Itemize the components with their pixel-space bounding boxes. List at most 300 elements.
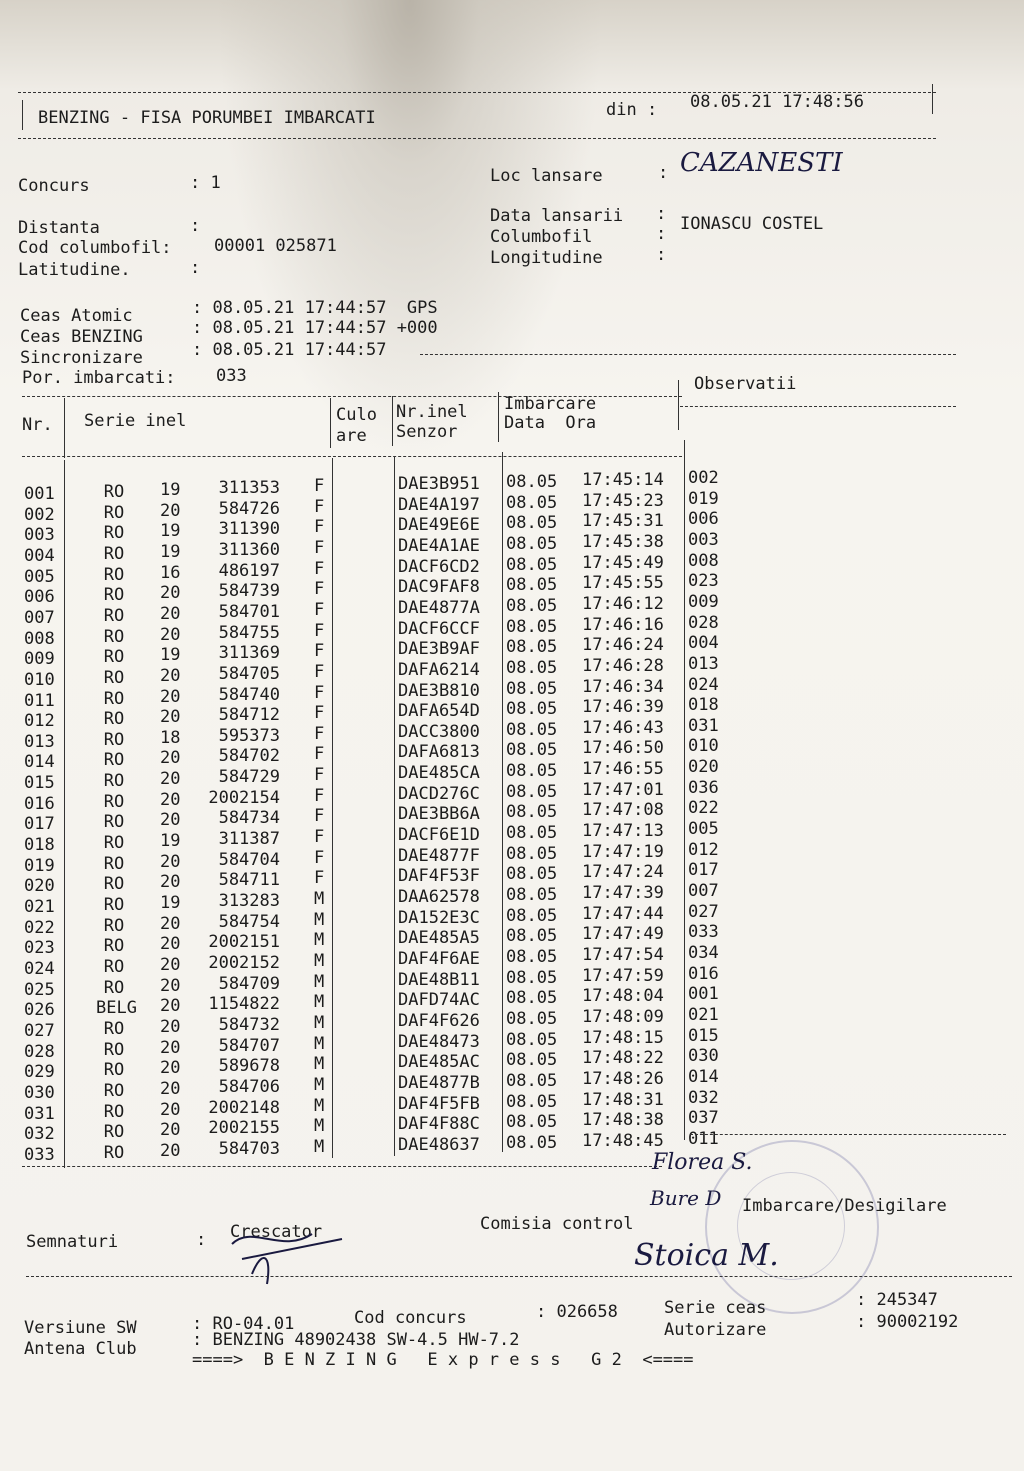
cell-ora: 17:48:31 [582, 1089, 664, 1110]
cell-ora: 17:47:01 [582, 779, 664, 800]
latitudine-value: : [190, 258, 201, 278]
cell-obs: 031 [688, 715, 719, 736]
cell-serie: 2002148 [208, 1097, 280, 1118]
cell-obs: 004 [688, 633, 719, 654]
cell-obs: 015 [688, 1025, 719, 1046]
cell-senzor: DAF4F53F [398, 866, 480, 887]
cell-sex: F [314, 537, 325, 558]
cell-tara: RO [103, 915, 125, 936]
cell-tara: RO [103, 750, 125, 771]
cell-an: 20 [160, 975, 181, 996]
cell-sex: M [314, 1054, 325, 1075]
cell-an: 20 [160, 913, 181, 934]
columbofil-colon: : [656, 224, 667, 244]
cell-data: 08.05 [506, 616, 558, 637]
cell-senzor: DAE49E6E [398, 515, 480, 536]
handwritten-name-2: Bure D [650, 1186, 722, 1210]
cell-obs: 019 [688, 488, 719, 509]
cell-serie: 2002155 [208, 1118, 280, 1139]
cell-nr: 007 [24, 607, 55, 628]
cell-data: 08.05 [506, 533, 558, 554]
cell-nr: 016 [24, 793, 55, 814]
cell-sex: M [314, 909, 325, 930]
cell-serie: 311387 [218, 829, 280, 850]
cell-sex: M [314, 1033, 325, 1054]
column-header-nr-inel: Nr.inel [396, 402, 468, 422]
cell-serie: 584732 [218, 1014, 280, 1035]
cell-sex: M [314, 971, 325, 992]
cell-obs: 036 [688, 777, 719, 798]
cell-an: 20 [160, 500, 181, 521]
cell-an: 20 [160, 810, 181, 831]
cell-ora: 17:47:59 [582, 965, 664, 986]
cell-ora: 17:48:09 [582, 1006, 664, 1027]
cell-nr: 005 [24, 566, 55, 587]
cell-ora: 17:46:43 [582, 717, 664, 738]
cell-nr: 001 [24, 484, 55, 504]
cell-data: 08.05 [506, 905, 558, 926]
cell-data: 08.05 [506, 823, 558, 844]
cell-senzor: DAE48B11 [398, 969, 480, 990]
antena-club-label: Antena Club [24, 1339, 137, 1359]
cell-senzor: DAFD74AC [398, 990, 480, 1011]
column-header-imbarcare: Imbarcare [504, 394, 597, 414]
cell-sex: M [314, 1136, 325, 1157]
cod-columbofil-label: Cod columbofil: [18, 238, 172, 258]
cell-obs: 030 [688, 1046, 719, 1067]
cell-sex: M [314, 1116, 325, 1137]
cell-nr: 027 [24, 1020, 55, 1041]
benzing-express-banner: ====> B E N Z I N G E x p r e s s G 2 <==== [192, 1350, 694, 1370]
column-header-senzor: Senzor [396, 422, 458, 442]
cell-ora: 17:45:55 [582, 573, 664, 594]
cell-tara: RO [103, 977, 125, 998]
cell-sex: F [314, 744, 325, 765]
cell-serie: 486197 [218, 560, 280, 581]
cell-an: 20 [160, 954, 181, 975]
cell-tara: RO [103, 647, 125, 668]
cell-ora: 17:47:13 [582, 821, 664, 842]
cell-serie: 311390 [218, 519, 280, 540]
cell-tara: RO [103, 543, 125, 564]
cell-nr: 019 [24, 855, 55, 876]
cell-nr: 025 [24, 979, 55, 1000]
cell-serie: 311360 [218, 539, 280, 560]
cell-tara: RO [103, 585, 125, 606]
cell-obs: 023 [688, 571, 719, 592]
cell-an: 19 [160, 521, 181, 542]
column-header-nr: Nr. [22, 415, 53, 435]
ceas-atomic-value: : 08.05.21 17:44:57 GPS [192, 298, 438, 318]
cell-ora: 17:47:44 [582, 903, 664, 924]
cell-ora: 17:48:38 [582, 1110, 664, 1131]
cell-data: 08.05 [506, 513, 558, 534]
cell-tara: RO [103, 564, 125, 585]
cell-sex: F [314, 785, 325, 806]
cell-ora: 17:45:49 [582, 552, 664, 573]
cell-serie: 311369 [218, 643, 280, 664]
cell-data: 08.05 [506, 575, 558, 596]
cell-sex: F [314, 703, 325, 724]
cell-ora: 17:48:04 [582, 986, 664, 1007]
cell-data: 08.05 [506, 719, 558, 740]
cell-senzor: DAC9FAF8 [398, 577, 480, 598]
cell-ora: 17:47:24 [582, 862, 664, 883]
cell-an: 20 [160, 1140, 181, 1161]
cell-tara: RO [103, 791, 125, 812]
cell-ora: 17:47:19 [582, 841, 664, 862]
cell-data: 08.05 [506, 740, 558, 761]
cell-data: 08.05 [506, 657, 558, 678]
cell-tara: RO [103, 812, 125, 833]
cell-tara: RO [103, 729, 125, 750]
cell-obs: 037 [688, 1108, 719, 1129]
cell-serie: 584702 [218, 746, 280, 767]
cell-sex: M [314, 1074, 325, 1095]
cell-tara: RO [103, 853, 125, 874]
cell-ora: 17:46:16 [582, 614, 664, 635]
cell-serie: 1154822 [208, 994, 280, 1015]
footer-top-rule [26, 1276, 1012, 1277]
cell-obs: 027 [688, 901, 719, 922]
cell-serie: 584701 [218, 601, 280, 622]
cell-nr: 003 [24, 525, 55, 546]
cell-data: 08.05 [506, 761, 558, 782]
cell-nr: 022 [24, 917, 55, 938]
serie-ceas-value: : 245347 [856, 1290, 938, 1310]
cell-an: 20 [160, 872, 181, 893]
cell-sex: F [314, 476, 325, 496]
cell-tara: RO [103, 771, 125, 792]
cell-tara: BELG [96, 998, 137, 1019]
cell-senzor: DACF6CD2 [398, 556, 480, 577]
cell-senzor: DAE3B951 [398, 474, 480, 494]
cell-senzor: DAF4F5FB [398, 1093, 480, 1114]
cell-nr: 018 [24, 835, 55, 856]
cell-data: 08.05 [506, 678, 558, 699]
cell-data: 08.05 [506, 926, 558, 947]
cell-nr: 030 [24, 1082, 55, 1103]
autorizare-value: : 90002192 [856, 1312, 959, 1332]
cell-ora: 17:46:24 [582, 635, 664, 656]
cell-data: 08.05 [506, 946, 558, 967]
cell-senzor: DAFA6214 [398, 659, 480, 680]
cell-nr: 010 [24, 669, 55, 690]
cell-data: 08.05 [506, 1091, 558, 1112]
cell-obs: 010 [688, 736, 719, 757]
cell-an: 20 [160, 934, 181, 955]
cell-nr: 008 [24, 628, 55, 649]
por-imbarcati-label: Por. imbarcati: [22, 368, 176, 388]
cell-an: 20 [160, 1058, 181, 1079]
cell-data: 08.05 [506, 1070, 558, 1091]
cell-senzor: DACF6CCF [398, 618, 480, 639]
cell-serie: 584706 [218, 1076, 280, 1097]
cell-senzor: DAE3BB6A [398, 804, 480, 825]
cell-serie: 584754 [218, 911, 280, 932]
sincronizare-label: Sincronizare [20, 348, 143, 368]
latitudine-label: Latitudine. [18, 260, 131, 280]
cell-sex: M [314, 1012, 325, 1033]
cell-an: 20 [160, 996, 181, 1017]
cell-an: 20 [160, 1037, 181, 1058]
cell-obs: 001 [688, 984, 719, 1005]
cell-tara: RO [103, 1018, 125, 1039]
din-label: din : [606, 100, 658, 120]
cell-nr: 033 [24, 1144, 55, 1165]
cell-obs: 006 [688, 509, 719, 530]
cell-tara: RO [103, 605, 125, 626]
cell-ora: 17:46:34 [582, 676, 664, 697]
ceas-atomic-label: Ceas Atomic [20, 306, 133, 326]
loc-lansare-colon: : [658, 163, 669, 183]
cell-tara: RO [103, 667, 125, 688]
cell-ora: 17:48:22 [582, 1048, 664, 1069]
cell-nr: 026 [24, 1000, 55, 1021]
cell-tara: RO [103, 1080, 125, 1101]
cell-serie: 584705 [218, 663, 280, 684]
cell-an: 20 [160, 686, 181, 707]
cell-ora: 17:45:14 [582, 470, 664, 490]
cell-obs: 007 [688, 881, 719, 901]
table-bottom-rule-obs [690, 1134, 1006, 1135]
cell-an: 20 [160, 624, 181, 645]
comisia-control-label: Comisia control [480, 1214, 634, 1234]
cell-nr: 023 [24, 938, 55, 959]
cell-obs: 020 [688, 757, 719, 778]
cell-sex: F [314, 641, 325, 662]
cell-obs: 034 [688, 942, 719, 963]
cell-ora: 17:46:39 [582, 697, 664, 718]
versiune-sw-label: Versiune SW [24, 1318, 137, 1338]
cell-senzor: DAE3B810 [398, 680, 480, 701]
cell-an: 20 [160, 1016, 181, 1037]
cell-obs: 002 [688, 468, 719, 488]
cell-an: 20 [160, 665, 181, 686]
cell-obs: 008 [688, 550, 719, 571]
column-header-culoare-2: are [336, 426, 367, 446]
cell-sex: F [314, 827, 325, 848]
cell-nr: 029 [24, 1062, 55, 1083]
cell-an: 20 [160, 1099, 181, 1120]
distanta-label: Distanta [18, 218, 100, 238]
cell-senzor: DAE48637 [398, 1134, 480, 1155]
cell-sex: F [314, 661, 325, 682]
cell-obs: 021 [688, 1004, 719, 1025]
cell-ora: 17:45:38 [582, 531, 664, 552]
cell-nr: 031 [24, 1103, 55, 1124]
cell-sex: F [314, 765, 325, 786]
cell-data: 08.05 [506, 1008, 558, 1029]
cell-nr: 002 [24, 504, 55, 525]
cell-data: 08.05 [506, 1112, 558, 1133]
cell-data: 08.05 [506, 637, 558, 658]
cell-data: 08.05 [506, 1029, 558, 1050]
cell-tara: RO [103, 956, 125, 977]
sincronizare-value: : 08.05.21 17:44:57 [192, 340, 387, 360]
cell-ora: 17:46:12 [582, 593, 664, 614]
loc-lansare-handwritten: CAZANESTI [680, 148, 843, 178]
din-value: 08.05.21 17:48:56 [690, 92, 864, 112]
cell-an: 18 [160, 727, 181, 748]
cell-an: 20 [160, 789, 181, 810]
autorizare-label: Autorizare [664, 1320, 767, 1340]
cell-obs: 005 [688, 819, 719, 840]
cell-data: 08.05 [506, 1132, 558, 1153]
cell-obs: 009 [688, 591, 719, 612]
cell-sex: F [314, 579, 325, 600]
cell-an: 20 [160, 1120, 181, 1141]
cell-data: 08.05 [506, 864, 558, 885]
column-header-serie-inel: Serie inel [84, 411, 187, 431]
cell-obs: 011 [688, 1128, 719, 1149]
cell-sex: F [314, 496, 325, 517]
cell-serie: 584712 [218, 705, 280, 726]
cell-sex: M [314, 889, 325, 909]
cell-sex: F [314, 620, 325, 641]
cell-ora: 17:46:28 [582, 655, 664, 676]
cell-data: 08.05 [506, 1050, 558, 1071]
cell-serie: 2002154 [208, 787, 280, 808]
cell-nr: 024 [24, 958, 55, 979]
cell-nr: 028 [24, 1041, 55, 1062]
cell-tara: RO [103, 936, 125, 957]
cell-tara: RO [103, 1039, 125, 1060]
cell-obs: 016 [688, 963, 719, 984]
cell-nr: 014 [24, 752, 55, 773]
cell-obs: 024 [688, 674, 719, 695]
cell-ora: 17:45:31 [582, 511, 664, 532]
cell-an: 20 [160, 583, 181, 604]
cell-serie: 584740 [218, 684, 280, 705]
handwritten-name-1: Florea S. [652, 1150, 753, 1175]
cell-serie: 584711 [218, 870, 280, 891]
cell-senzor: DAE3B9AF [398, 639, 480, 660]
cell-nr: 020 [24, 876, 55, 897]
loc-lansare-label: Loc lansare [490, 166, 603, 186]
cell-an: 20 [160, 769, 181, 790]
cell-data: 08.05 [506, 699, 558, 720]
cell-obs: 018 [688, 695, 719, 716]
cell-sex: F [314, 599, 325, 620]
cell-obs: 003 [688, 529, 719, 550]
cell-an: 20 [160, 748, 181, 769]
cell-an: 19 [160, 893, 181, 913]
cell-data: 08.05 [506, 988, 558, 1009]
cell-senzor: DAE4A1AE [398, 535, 480, 556]
cell-senzor: DAFA654D [398, 701, 480, 722]
cell-an: 20 [160, 707, 181, 728]
cell-senzor: DAE48473 [398, 1031, 480, 1052]
cell-tara: RO [103, 874, 125, 895]
cell-tara: RO [103, 895, 125, 915]
cell-ora: 17:47:39 [582, 883, 664, 903]
cell-ora: 17:48:15 [582, 1027, 664, 1048]
table-bottom-rule [22, 1166, 662, 1167]
cell-tara: RO [103, 833, 125, 854]
cell-nr: 017 [24, 814, 55, 835]
cell-an: 19 [160, 541, 181, 562]
cell-senzor: DAF4F6AE [398, 948, 480, 969]
cell-ora: 17:46:50 [582, 738, 664, 759]
cell-senzor: DAF4F626 [398, 1010, 480, 1031]
document-title: BENZING - FISA PORUMBEI IMBARCATI [38, 108, 376, 128]
cell-nr: 011 [24, 690, 55, 711]
cell-senzor: DAE4A197 [398, 494, 480, 515]
longitudine-colon: : [656, 245, 667, 265]
cod-concurs-value: : 026658 [536, 1302, 618, 1322]
cell-nr: 032 [24, 1124, 55, 1145]
cell-senzor: DAE4877F [398, 845, 480, 866]
cell-an: 20 [160, 851, 181, 872]
cell-tara: RO [103, 482, 125, 502]
cell-ora: 17:48:45 [582, 1130, 664, 1151]
cell-senzor: DAE4877B [398, 1072, 480, 1093]
cell-tara: RO [103, 688, 125, 709]
cell-data: 08.05 [506, 595, 558, 616]
cell-serie: 584726 [218, 498, 280, 519]
cell-nr: 012 [24, 711, 55, 732]
semnaturi-label: Semnaturi [26, 1232, 119, 1252]
cell-serie: 584704 [218, 849, 280, 870]
cell-serie: 584703 [218, 1138, 280, 1159]
cell-data: 08.05 [506, 885, 558, 905]
longitudine-label: Longitudine [490, 248, 603, 268]
cell-an: 19 [160, 645, 181, 666]
cell-sex: M [314, 950, 325, 971]
cell-obs: 013 [688, 653, 719, 674]
ceas-benzing-value: : 08.05.21 17:44:57 +000 [192, 318, 438, 338]
distanta-value: : [190, 216, 201, 236]
column-header-data-ora: Data Ora [504, 413, 597, 433]
cell-nr: 009 [24, 649, 55, 670]
columbofil-value: IONASCU COSTEL [680, 214, 824, 234]
ceas-benzing-label: Ceas BENZING [20, 327, 143, 347]
handwritten-name-3: Stoica M. [634, 1238, 779, 1273]
versiune-sw-value: : RO-04.01 [192, 1314, 295, 1334]
cell-data: 08.05 [506, 554, 558, 575]
cell-tara: RO [103, 626, 125, 647]
cell-sex: F [314, 847, 325, 868]
cell-ora: 17:46:55 [582, 759, 664, 780]
column-header-culoare-1: Culo [336, 405, 377, 425]
cell-serie: 2002151 [208, 932, 280, 953]
cell-senzor: DAFA6813 [398, 742, 480, 763]
cell-obs: 028 [688, 612, 719, 633]
cell-an: 20 [160, 603, 181, 624]
cell-data: 08.05 [506, 802, 558, 823]
cell-data: 08.05 [506, 967, 558, 988]
cell-serie: 595373 [218, 725, 280, 746]
data-lansarii-colon: : [656, 204, 667, 224]
cell-senzor: DACD276C [398, 783, 480, 804]
cell-senzor: DAF4F88C [398, 1114, 480, 1135]
cell-an: 19 [160, 480, 181, 500]
cell-sex: F [314, 682, 325, 703]
cell-sex: M [314, 1095, 325, 1116]
cell-tara: RO [103, 1122, 125, 1143]
cell-an: 20 [160, 1078, 181, 1099]
cell-tara: RO [103, 1101, 125, 1122]
cell-ora: 17:47:08 [582, 800, 664, 821]
cell-sex: M [314, 992, 325, 1013]
cell-serie: 311353 [218, 478, 280, 498]
cell-obs: 033 [688, 922, 719, 943]
column-header-observatii: Observatii [694, 374, 797, 394]
cell-obs: 012 [688, 839, 719, 860]
cell-serie: 584739 [218, 581, 280, 602]
concurs-label: Concurs [18, 176, 90, 196]
